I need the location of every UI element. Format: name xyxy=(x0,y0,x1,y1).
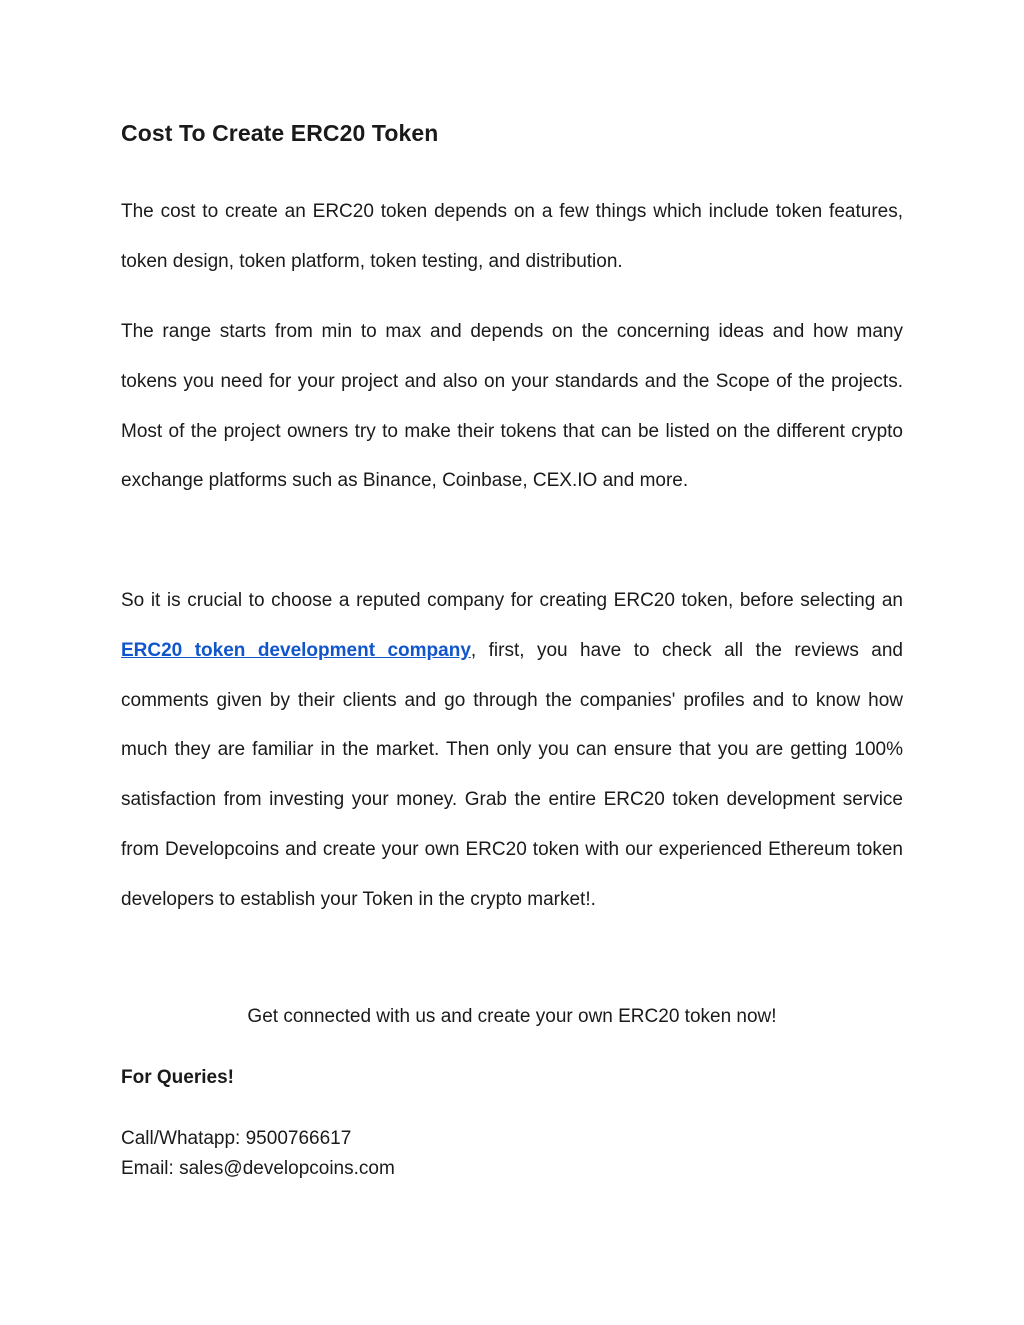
queries-heading: For Queries! xyxy=(121,1067,234,1088)
paragraph-cost-factors: The cost to create an ERC20 token depends on a few things which include token features, token design, token platform, token testing, and distribution. xyxy=(121,201,903,272)
erc20-development-company-link[interactable]: ERC20 token development company xyxy=(121,639,471,661)
contact-email: Email: sales@developcoins.com xyxy=(121,1158,395,1179)
call-to-action-text: Get connected with us and create your own ERC20 token now! xyxy=(247,1006,777,1027)
page-title: Cost To Create ERC20 Token xyxy=(121,120,439,146)
contact-phone: Call/Whatapp: 9500766617 xyxy=(121,1128,352,1149)
paragraph-choose-company xyxy=(121,576,903,925)
paragraph-text-after-link: , first, you have to check all the reviews and comments given by their clients and go through the companies' profiles and to know how much they are familiar in the market. Then only you can ensure that you are getting 100% satisfaction from investing your money. Grab the entire ERC20 token development service from Developcoins and create your own ERC20 token with our experienced Ethereum token developers to establish your Token in the crypto market!. xyxy=(121,639,903,910)
paragraph-price-range: The range starts from min to max and depends on the concerning ideas and how many tokens you need for your project and also on your standards and the Scope of the projects. Most of the project owners try to make their tokens that can be listed on the different crypto exchange platforms such as Binance, Coinbase, CEX.IO and more. xyxy=(121,321,903,492)
paragraph-text-before-link: So it is crucial to choose a reputed company for creating ERC20 token, before selecting an xyxy=(121,590,903,611)
